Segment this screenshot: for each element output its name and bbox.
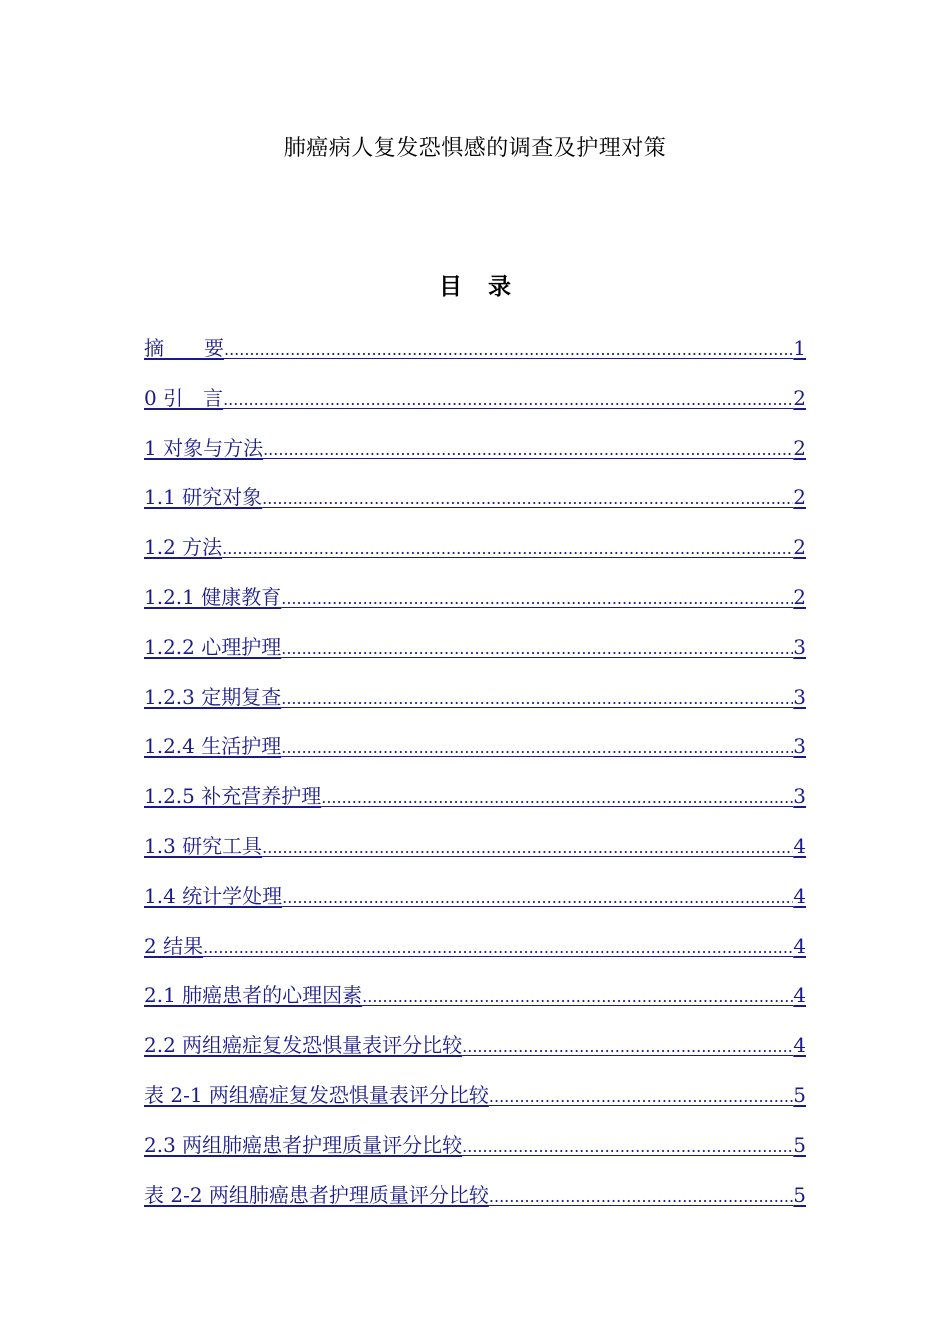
toc-page-number: 4 (793, 983, 806, 1008)
toc-leader-dots (222, 535, 793, 563)
toc-link-psychological-care[interactable] (144, 633, 806, 663)
toc-leader-dots (224, 336, 793, 364)
toc-leader-dots (321, 784, 793, 812)
toc-page-number: 4 (793, 1033, 806, 1058)
toc-page-number: 3 (793, 684, 806, 709)
toc-leader-dots (462, 1033, 793, 1061)
toc-page-number: 3 (793, 734, 806, 759)
toc-entry (144, 782, 806, 832)
toc-entry (144, 732, 806, 782)
toc-link-methods[interactable] (144, 533, 806, 563)
toc-page-number: 5 (793, 1082, 806, 1107)
toc-link-regular-review[interactable] (144, 683, 806, 713)
toc-link-health-education[interactable] (144, 583, 806, 613)
toc-link-statistics[interactable] (144, 882, 806, 912)
toc-entry (144, 1131, 806, 1181)
toc-label: 0 引 言 (144, 385, 224, 410)
toc-page-number: 1 (793, 336, 806, 360)
toc-link-table-2-2[interactable] (144, 1181, 806, 1211)
toc-label: 1.2.4 生活护理 (144, 734, 282, 759)
toc-heading-right: 录 (488, 273, 511, 300)
toc-entry (144, 932, 806, 982)
toc-entry (144, 1081, 806, 1131)
toc-label: 1.2.1 健康教育 (144, 584, 282, 609)
toc-entry (144, 981, 806, 1031)
toc-label: 1.2.5 补充营养护理 (144, 784, 322, 809)
toc-link-fear-scale-comparison[interactable] (144, 1031, 806, 1061)
toc-entry (144, 683, 806, 733)
toc-page-number: 2 (793, 385, 806, 410)
toc-link-results[interactable] (144, 932, 806, 962)
toc-page-number: 2 (793, 435, 806, 460)
toc-entry (144, 832, 806, 882)
toc-entry (144, 1181, 806, 1231)
toc-leader-dots (462, 1133, 793, 1161)
toc-leader-dots (281, 585, 793, 613)
toc-label: 1.2.2 心理护理 (144, 634, 282, 659)
toc-leader-dots (489, 1183, 793, 1211)
toc-entry (144, 1031, 806, 1081)
toc-link-introduction[interactable] (144, 384, 806, 414)
toc-page-number: 3 (793, 784, 806, 809)
toc-entry (144, 583, 806, 633)
toc-label: 2.1 肺癌患者的心理因素 (144, 983, 363, 1008)
toc-leader-dots (281, 685, 793, 713)
toc-link-research-tools[interactable] (144, 832, 806, 862)
toc-leader-dots (489, 1083, 793, 1111)
toc-label: 摘 要 (144, 336, 224, 360)
toc-label: 1.4 统计学处理 (144, 883, 283, 908)
toc-label: 表 2-1 两组癌症复发恐惧量表评分比较 (144, 1082, 489, 1107)
toc-leader-dots (262, 485, 793, 513)
toc-link-nutrition-care[interactable] (144, 782, 806, 812)
toc-page-number: 4 (793, 883, 806, 908)
toc-label: 2 结果 (144, 933, 204, 958)
toc-entry (144, 882, 806, 932)
toc-page-number: 5 (793, 1182, 806, 1207)
toc-page-number: 5 (793, 1132, 806, 1157)
toc-leader-dots (262, 834, 793, 862)
toc-label: 1.1 研究对象 (144, 485, 263, 510)
toc-page-number: 4 (793, 833, 806, 858)
toc-leader-dots (203, 934, 793, 962)
toc-leader-dots (362, 983, 793, 1011)
toc-link-care-quality-comparison[interactable] (144, 1131, 806, 1161)
toc-entry (144, 483, 806, 533)
toc-entry (144, 533, 806, 583)
toc-leader-dots (223, 386, 793, 414)
toc-entry (144, 384, 806, 434)
toc-entry (144, 434, 806, 484)
toc-page-number: 2 (793, 485, 806, 510)
toc-label: 2.3 两组肺癌患者护理质量评分比较 (144, 1132, 463, 1157)
toc-leader-dots (263, 436, 793, 464)
toc-page-number: 3 (793, 634, 806, 659)
toc-link-psych-factors[interactable] (144, 981, 806, 1011)
toc-link-subjects-methods[interactable] (144, 434, 806, 464)
toc-page-number: 2 (793, 584, 806, 609)
toc-link-study-subjects[interactable] (144, 483, 806, 513)
document-title: 肺癌病人复发恐惧感的调查及护理对策 (283, 136, 667, 161)
toc-page-number: 4 (793, 933, 806, 958)
toc-label: 1 对象与方法 (144, 435, 264, 460)
toc-label: 1.2.3 定期复查 (144, 684, 282, 709)
toc-label: 2.2 两组癌症复发恐惧量表评分比较 (144, 1033, 463, 1058)
toc-link-table-2-1[interactable] (144, 1081, 806, 1111)
toc-link-abstract[interactable] (144, 334, 806, 364)
toc-leader-dots (281, 734, 793, 762)
toc-link-life-care[interactable] (144, 732, 806, 762)
toc-leader-dots (281, 635, 793, 663)
toc-heading (0, 268, 950, 301)
table-of-contents (144, 334, 806, 1230)
toc-label: 1.3 研究工具 (144, 833, 263, 858)
toc-leader-dots (282, 884, 793, 912)
toc-page-number: 2 (793, 535, 806, 560)
toc-heading-left: 目 (439, 273, 462, 300)
toc-entry (144, 633, 806, 683)
toc-label: 表 2-2 两组肺癌患者护理质量评分比较 (144, 1182, 489, 1207)
toc-entry (144, 334, 806, 384)
toc-label: 1.2 方法 (144, 535, 223, 560)
